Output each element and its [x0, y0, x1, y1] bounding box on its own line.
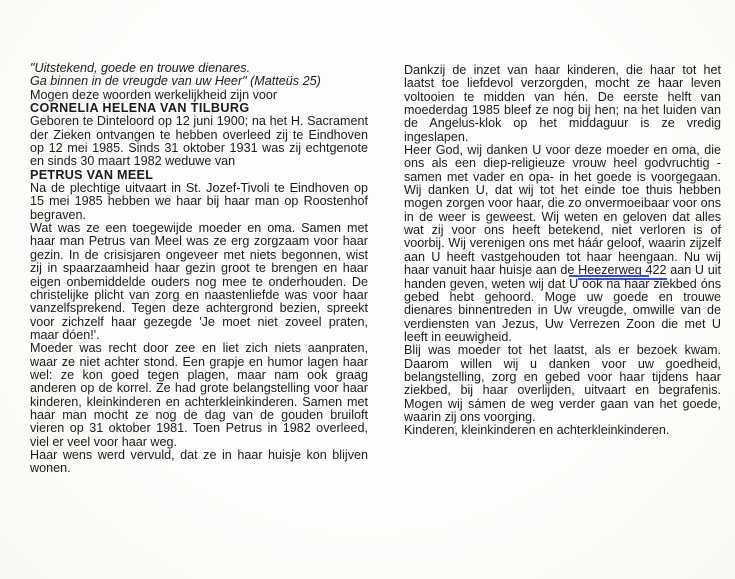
signature-line: Kinderen, kleinkinderen en achterkleinkinderen.: [404, 423, 670, 438]
scripture-quote-line2: Ga binnen in de vreugde van uw Heer" (Matteüs 25): [30, 74, 321, 89]
deceased-name: CORNELIA HELENA VAN TILBURG: [30, 101, 250, 116]
birth-death-paragraph: Geboren te Dinteloord op 12 juni 1900; na het H. Sacrament der Zieken ontvangen te hebben overleed zij te Eindhoven op 12 mei 1985. Sinds 31 oktober 1931 was zij echtgenote en sinds 30 maart 1982 weduwe van: [30, 114, 368, 169]
life-story-paragraph-3: Haar wens werd vervuld, dat ze in haar huisje kon blijven wonen.: [30, 447, 368, 476]
prayer-text-1: Heer God, wij danken U voor deze moeder en oma, die ons als een diep-religieuze vrouw heel godvruchtig -samen met vader en opa- in het goede is voorgegaan. Wij danken U, dat wij tot het einde toe thuis hebben mogen zorgen voor haar, die zo onvermoeibaar voor ons in de weer is geweest. Wij weten en geloven dat alles wat zij voor ons heeft betekend, niet verloren is of voorbij. Wij verenigen ons met háár geloof, waarin zijzelf aan U heeft vastgehouden tot haar heengaan. Nu wij haar vanuit haar huisje aan de: [404, 143, 721, 278]
prayer-text-3: ziekbed óns gebed hebt gehoord. Moge uw goede en trouwe dienares binnentreden in Uw vreugde, omwille van de verdiensten van Jezus, Uw Verrezen Zoon die met U leeft in eeuwigheid.: [404, 276, 721, 344]
right-page: [404, 64, 721, 438]
pen-underlined-address: Heezerweg 422: [578, 263, 666, 280]
thanks-paragraph: Blij was moeder tot het laatst, als er bezoek kwam. Daarom willen wij u danken voor uw goedheid, belangstelling, zorg en gebed voor haar tijdens haar ziekbed, bij haar overlijden, uitvaart en begrafenis. Mogen wij sámen de weg verder gaan van het goede, waarin zij ons voorging.: [404, 343, 721, 424]
husband-name: PETRUS VAN MEEL: [30, 167, 154, 182]
funeral-paragraph: Na de plechtige uitvaart in St. Jozef-Tivoli te Eindhoven op 15 mei 1985 hebben we haar bij haar man op Roostenhof begraven.: [30, 181, 368, 222]
intro-line: Mogen deze woorden werkelijkheid zijn voor: [30, 87, 278, 102]
pen-overlined-phrase: U ook na haar: [569, 276, 650, 291]
scripture-quote-line1: "Uitstekend, goede en trouwe dienares.: [30, 61, 251, 75]
care-paragraph: Dankzij de inzet van haar kinderen, die haar tot het laatst toe liefdevol verzorgden, mocht ze haar leven voltooien te midden van hén. De eerste helft van moederdag 1985 bleef ze nog bij hen; na het luiden van de Angelus-klok op het middaguur is ze vredig ingeslapen.: [404, 63, 721, 144]
scripture-quote: [30, 62, 368, 89]
life-story-paragraph-2: Moeder was recht door zee en liet zich niets aanpraten, waar ze niet achter stond. Een grapje en humor lagen haar wel: ze kon goed tegen plagen, maar nam ook graag anderen op de korrel. Ze had grote belangstelling voor haar kinderen, kleinkinderen en achterkleinkinderen. Samen met haar man mocht ze nog de dag van de gouden bruiloft vieren op 31 oktober 1981. Toen Petrus in 1982 overleed, viel er veel voor haar weg.: [30, 341, 368, 449]
left-page: [30, 62, 368, 476]
prayer-paragraph: [404, 144, 721, 344]
life-story-paragraph-1: Wat was ze een toegewijde moeder en oma. Samen met haar man Petrus van Meel was ze erg zorgzaam voor haar gezin. In de crisisjaren ongeveer met niets begonnen, wist zij in spaarzaamheid haar gezin groot te brengen en haar eigen onbemiddelde ouders nog mee te onderhouden. De christelijke plicht van zorg en naastenliefde was voor haar vanzelfsprekend. Tegen deze achtergrond bezien, spreekt voor zichzelf haar gezegde 'Je moet niet zoveel praten, maar dóen!'.: [30, 221, 368, 342]
prayer-text-2: aan U uit handen geven, weten wij dat: [404, 263, 722, 291]
